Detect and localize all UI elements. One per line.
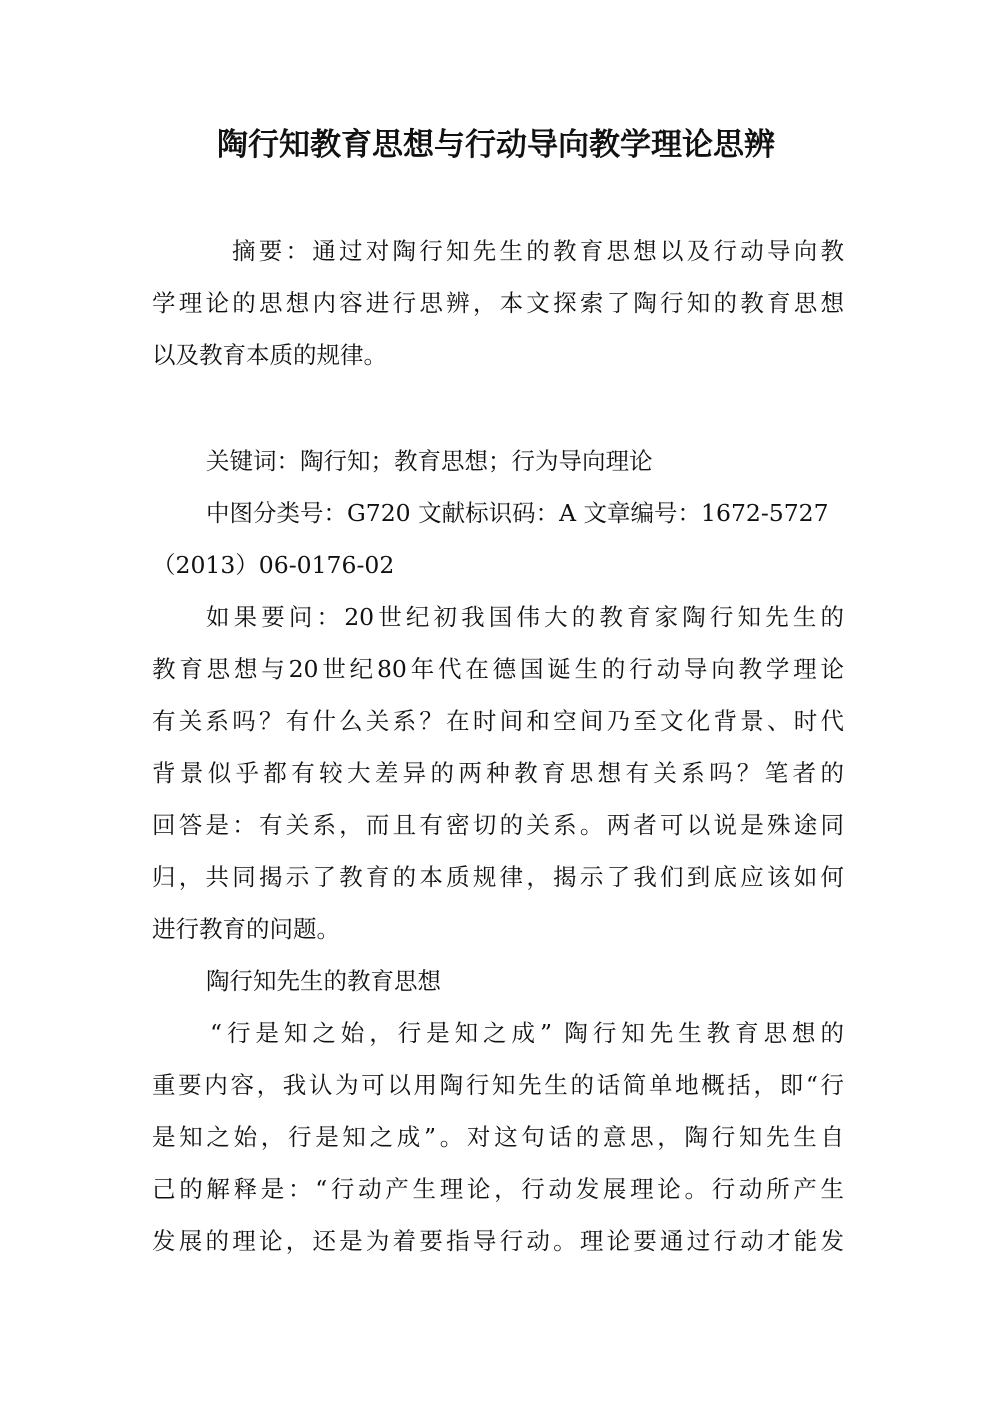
paragraph-line: 如果要问：20世纪初我国伟大的教育家陶行知先生的 [206,603,844,631]
abstract [152,225,844,381]
document-title: 陶行知教育思想与行动导向教学理论思辨 [217,127,775,163]
abstract-line: 以及教育本质的规律。 [152,341,387,369]
paragraph-line: 有关系吗？有什么关系？在时间和空间乃至文化背景、时代 [152,707,844,735]
paragraph-line: 是知之始，行是知之成”。对这句话的意思，陶行知先生自 [152,1123,844,1151]
paragraph-line: 背景似乎都有较大差异的两种教育思想有关系吗？笔者的 [152,759,844,787]
classification-line: 中图分类号：G720 文献标识码：A 文章编号：1672-5727 [206,499,829,527]
classification [152,487,844,591]
paragraph-line: 发展的理论，还是为着要指导行动。理论要通过行动才能发 [152,1227,844,1255]
paragraph-line: 己的解释是：“行动产生理论，行动发展理论。行动所产生 [152,1175,844,1203]
section-heading: 陶行知先生的教育思想 [206,967,441,995]
abstract-line: 学理论的思想内容进行思辨，本文探索了陶行知的教育思想 [152,289,844,317]
abstract-line: 摘要：通过对陶行知先生的教育思想以及行动导向教 [232,237,844,265]
spacer [152,381,844,435]
paragraph-line: 教育思想与20世纪80年代在德国诞生的行动导向教学理论 [152,655,844,683]
keywords: 关键词：陶行知；教育思想；行为导向理论 [206,447,653,475]
paragraph-line: 归，共同揭示了教育的本质规律，揭示了我们到底应该如何 [152,863,844,891]
paragraph [152,1007,844,1267]
paragraph-line: “行是知之始，行是知之成” 陶行知先生教育思想的 [210,1019,844,1047]
document-body [152,225,844,1267]
classification-line: （2013）06-0176-02 [152,551,395,579]
paragraph-line: 进行教育的问题。 [152,915,340,943]
paragraph [152,591,844,955]
paragraph-line: 重要内容，我认为可以用陶行知先生的话简单地概括，即“行 [152,1071,844,1099]
paragraph-line: 回答是：有关系，而且有密切的关系。两者可以说是殊途同 [152,811,844,839]
